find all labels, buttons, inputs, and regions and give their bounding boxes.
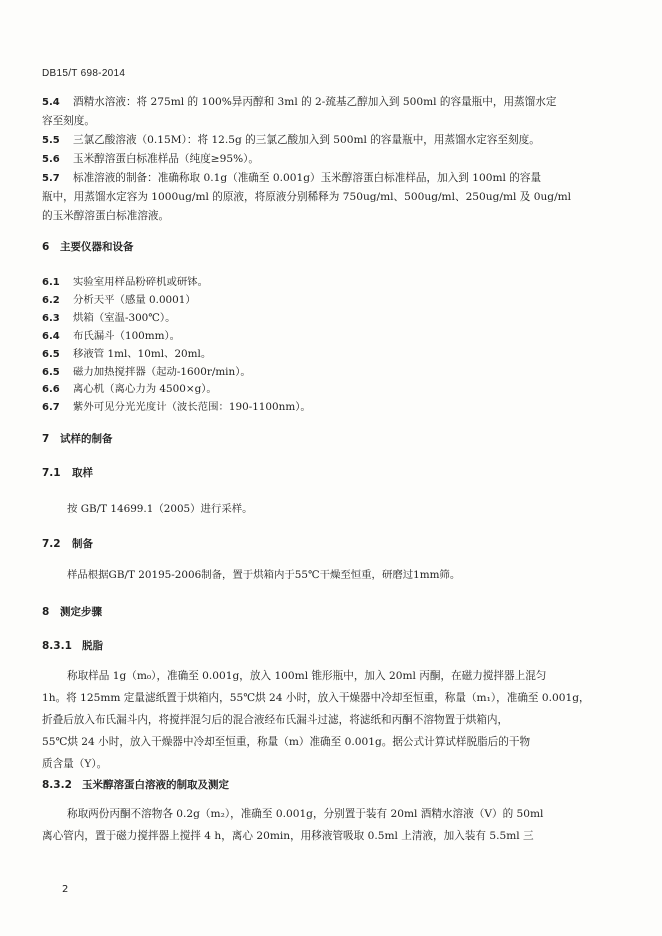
item-text: 酒精水溶液：将 275ml 的 100%异丙醇和 3ml 的 2-巯基乙醇加入到 500ml 的容量瓶中，用蒸馏水定 (73, 96, 557, 108)
section6-item (42, 363, 251, 378)
standard-code: DB15/T 698-2014 (42, 68, 126, 79)
section6-item (42, 380, 217, 395)
item-number: 6.5 (42, 349, 60, 360)
item-number: 6.6 (42, 384, 60, 395)
section7-heading (42, 431, 113, 446)
item-number: 5.4 (42, 97, 60, 108)
item-text: 玉米醇溶蛋白标准样品（纯度≥95%）。 (73, 153, 260, 165)
paragraph-line: 55℃烘 24 小时，放入干燥器中冷却至恒重，称量（m）准确至 0.001g。据公式计算试样脱脂后的干物 (42, 736, 531, 748)
section5-item (42, 131, 622, 150)
paragraph-line: 离心管内，置于磁力搅拌器上搅拌 4 h，离心 20min，用移液管吸取 0.5ml 上清液，加入装有 5.5ml 三 (42, 830, 534, 842)
paragraph-line: 折叠后放入布氏漏斗内，将搅拌混匀后的混合液经布氏漏斗过滤，将滤纸和丙酮不溶物置于烘箱内， (42, 714, 509, 726)
item-text: 紫外可见分光光度计（波长范围：190-1100nm）。 (73, 401, 311, 413)
section5-item (42, 150, 622, 169)
item-text: 的玉米醇溶蛋白标准溶液。 (42, 210, 170, 222)
section-title: 主要仪器和设备 (60, 241, 134, 253)
item-text: 容至刻度。 (42, 115, 95, 127)
item-text: 实验室用样品粉碎机或研钵。 (73, 276, 209, 288)
section5-list (42, 93, 622, 226)
section-number: 8 (42, 606, 50, 618)
item-number: 5.6 (42, 154, 60, 165)
section6-item (42, 291, 196, 306)
section6-item (42, 327, 180, 342)
item-number: 6.2 (42, 295, 60, 306)
item-number: 6.1 (42, 277, 60, 288)
subsection-title: 脱脂 (82, 640, 103, 652)
section6-item (42, 309, 176, 324)
item-text: 布氏漏斗（100mm）。 (73, 330, 181, 342)
item-number: 5.5 (42, 135, 60, 146)
section6-item (42, 398, 311, 413)
section6-heading (42, 239, 134, 254)
paragraph-line: 称取样品 1g（m₀），准确至 0.001g，放入 100ml 锥形瓶中，加入 20ml 丙酮，在磁力搅拌器上混匀 (67, 670, 547, 682)
subsection-heading (42, 777, 229, 792)
item-number: 6.5 (42, 367, 60, 378)
item-text: 分析天平（感量 0.0001） (73, 294, 196, 306)
item-text: 离心机（离心力为 4500×g）。 (73, 383, 217, 395)
section5-item (42, 169, 622, 226)
subsection-heading (42, 638, 103, 653)
item-number: 5.7 (42, 173, 60, 184)
subsection-heading (42, 465, 93, 480)
section5-item (42, 93, 622, 131)
paragraph-line: 1h。将 125mm 定量滤纸置于烘箱内，55℃烘 24 小时，放入干燥器中冷却至恒重，称量（m₁），准确至 0.001g， (42, 692, 590, 704)
item-text: 三氯乙酸溶液（0.15M）：将 12.5g 的三氯乙酸加入到 500ml 的容量瓶中，用蒸馏水定容至刻度。 (73, 134, 540, 146)
section-title: 测定步骤 (60, 606, 102, 618)
subsection-heading (42, 536, 93, 551)
paragraph (42, 665, 622, 775)
subsection-number: 8.3.1 (42, 640, 72, 652)
subsection-number: 7.1 (42, 467, 61, 479)
item-number: 6.3 (42, 313, 60, 324)
item-text: 移液管 1ml、10ml、20ml。 (73, 348, 212, 360)
paragraph-line: 称取两份丙酮不溶物各 0.2g（m₂），准确至 0.001g，分别置于装有 20ml 酒精水溶液（V）的 50ml (67, 808, 544, 820)
paragraph: 样品根据GB/T 20195-2006制备，置于烘箱内于55℃干燥至恒重，研磨过1mm筛。 (67, 569, 461, 581)
section8-heading (42, 604, 102, 619)
page-number: 2 (62, 884, 69, 895)
item-text: 瓶中，用蒸馏水定容为 1000ug/ml 的原液，将原液分别稀释为 750ug/ml、500ug/ml、250ug/ml 及 0ug/ml (42, 191, 572, 203)
item-text: 标准溶液的制备：准确称取 0.1g（准确至 0.001g）玉米醇溶蛋白标准样品，加入到 100ml 的容量 (73, 172, 542, 184)
section-number: 6 (42, 241, 50, 253)
subsection-number: 7.2 (42, 538, 61, 550)
subsection-title: 取样 (72, 467, 93, 479)
item-number: 6.4 (42, 331, 60, 342)
paragraph-line: 质含量（Y）。 (42, 758, 108, 770)
section6-item (42, 345, 211, 360)
subsection-title: 制备 (72, 538, 93, 550)
paragraph (42, 803, 622, 847)
section-number: 7 (42, 433, 50, 445)
subsection-title: 玉米醇溶蛋白溶液的制取及测定 (82, 779, 229, 791)
section-title: 试样的制备 (60, 433, 113, 445)
section6-item (42, 273, 208, 288)
item-text: 磁力加热搅拌器（起动-1600r/min）。 (73, 366, 251, 378)
subsection-number: 8.3.2 (42, 779, 72, 791)
paragraph: 按 GB/T 14699.1（2005）进行采样。 (67, 503, 253, 515)
item-text: 烘箱（室温-300℃）。 (73, 312, 176, 324)
item-number: 6.7 (42, 402, 60, 413)
